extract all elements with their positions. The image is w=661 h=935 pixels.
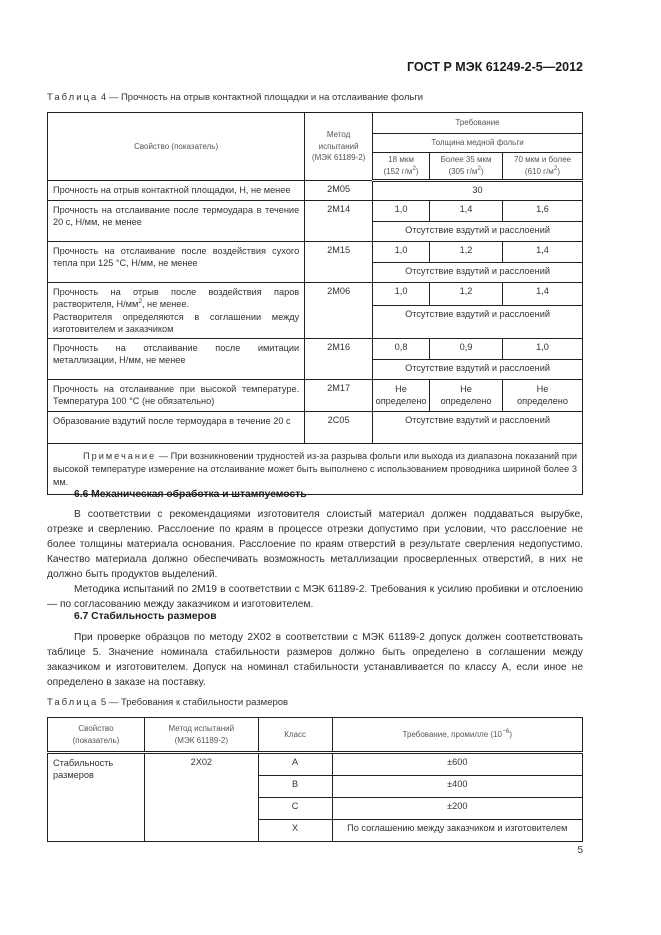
document-header-id: ГОСТ Р МЭК 61249-2-5—2012: [407, 60, 583, 74]
table-row: [48, 753, 583, 776]
table4-caption: [47, 92, 423, 103]
paren: ): [509, 729, 513, 739]
row-method: 2М05: [305, 181, 373, 201]
row-requirement: ±600: [332, 753, 582, 776]
header-method-line1: Метод испытаний: [168, 723, 235, 733]
row-extra-requirement: Отсутствие вздутий и расслоений: [373, 222, 583, 242]
table4-caption-label: Таблица: [47, 92, 99, 103]
section-6-7-body: [47, 630, 583, 690]
superscript: 2: [138, 298, 142, 306]
header-col-18um-line1: 18 мкм: [388, 155, 414, 165]
header-property-line1: Свойство: [78, 723, 114, 733]
row-method: 2М17: [305, 379, 373, 411]
header-requirement: [332, 718, 582, 753]
header-class: Класс: [258, 718, 332, 753]
superscript: 2: [553, 165, 558, 172]
row-requirement: ±200: [332, 798, 582, 820]
row-requirement: ±400: [332, 776, 582, 798]
row-property: Прочность на отслаивание после воздействия сухого тепла при 125 °С, Н/мм, не менее: [48, 242, 305, 283]
header-col-35um-line2: (305 г/м: [448, 167, 478, 176]
header-method: [305, 113, 373, 181]
paragraph: Методика испытаний по 2М19 в соответствии с МЭК 61189-2. Требования к усилию пробивки и отслоению — по согласованию между заказчиком и изготовителем.: [47, 584, 583, 610]
row-value-18um: 1,0: [373, 283, 430, 306]
table-row: [48, 411, 583, 443]
row-value-35um: 1,2: [430, 242, 503, 263]
row-method: 2М15: [305, 242, 373, 283]
section-6-6-body: [47, 507, 583, 612]
row-property: [48, 283, 305, 339]
table-row: [48, 242, 583, 263]
header-foil-thickness: Толщина медной фольги: [373, 134, 583, 153]
row-value-35um: 1,4: [430, 201, 503, 222]
header-method-line2: испытаний: [318, 141, 359, 151]
page-number: 5: [577, 845, 583, 856]
table-note: [48, 443, 583, 494]
note-text: — При возникновении трудностей из-за разрыва фольги или выхода из диапазона показаний при высокой температуре измерение на отслаивание может быть выполнено с использованием проводника шириной более 3 мм.: [53, 450, 577, 488]
row-extra-requirement: Отсутствие вздутий и расслоений: [373, 359, 583, 379]
superscript: −6: [501, 727, 510, 735]
table-4-peel-strength: [47, 112, 583, 495]
header-property: [48, 718, 145, 753]
row-property: Прочность на отслаивание при высокой температуре. Температура 100 °С (не обязательно): [48, 379, 305, 411]
row-value: 30: [373, 181, 583, 201]
row-property: Прочность на отслаивание после термоудара в течение 20 с, Н/мм, не менее: [48, 201, 305, 242]
row-property-text: Растворителя определяются в соглашении между изготовителем и заказчиком: [53, 311, 300, 335]
row-value-70um: 1,6: [503, 201, 583, 222]
row-value-70um: Не определено: [503, 379, 583, 411]
section-6-7-title: 6.7 Стабильность размеров: [74, 611, 217, 622]
header-col-35um-line1: Более 35 мкм: [440, 155, 492, 165]
row-class: A: [258, 753, 332, 776]
row-method: 2М14: [305, 201, 373, 242]
table-row: [48, 379, 583, 411]
paren: ): [480, 167, 484, 176]
row-value-18um: 1,0: [373, 201, 430, 222]
row-value-70um: 1,0: [503, 338, 583, 359]
row-value: Отсутствие вздутий и расслоений: [373, 411, 583, 443]
table4-caption-text: 4 — Прочность на отрыв контактной площадки и на отслаивание фольги: [98, 92, 424, 103]
header-method-line3: (МЭК 61189-2): [311, 153, 366, 163]
header-method-line2: (МЭК 61189-2): [174, 735, 228, 745]
row-requirement: По соглашению между заказчиком и изготовителем: [332, 820, 582, 842]
section-6-6-title: 6.6 Механическая обработка и штампуемость: [74, 489, 307, 500]
table-row: [48, 181, 583, 201]
header-col-70um: [503, 153, 583, 181]
row-value-18um: 0,8: [373, 338, 430, 359]
row-property-text: Прочность на отрыв после воздействия паров растворителя, Н/мм: [53, 287, 300, 310]
header-col-18um: [373, 153, 430, 181]
row-value-35um: 1,2: [430, 283, 503, 306]
row-method: 2М06: [305, 283, 373, 339]
header-col-70um-line1: 70 мкм и более: [514, 155, 571, 165]
row-method: 2С05: [305, 411, 373, 443]
table-note-row: [48, 443, 583, 494]
paren: ): [415, 167, 419, 176]
table-row: [48, 338, 583, 359]
note-label: Примечание: [83, 450, 157, 461]
row-class: B: [258, 776, 332, 798]
superscript: 2: [477, 165, 481, 172]
row-extra-requirement: Отсутствие вздутий и расслоений: [373, 263, 583, 283]
row-class: C: [258, 798, 332, 820]
table-row: [48, 283, 583, 306]
row-value-35um: 0,9: [430, 338, 503, 359]
row-property-text: , не менее.: [141, 299, 190, 310]
header-requirement-text: Требование, промилле (10: [402, 729, 502, 739]
row-value-18um: Не определено: [373, 379, 430, 411]
table5-caption: [47, 697, 288, 708]
header-col-70um-line2: (610 г/м: [524, 167, 554, 176]
header-method: [144, 718, 258, 753]
table5-caption-label: Таблица: [47, 697, 99, 708]
header-col-18um-line2: (152 г/м: [383, 167, 413, 176]
header-property-line2: (показатель): [72, 735, 120, 745]
row-value-70um: 1,4: [503, 283, 583, 306]
header-method-line1: Метод: [326, 130, 351, 140]
paragraph: При проверке образцов по методу 2Х02 в соответствии с МЭК 61189-2 допуск должен соответствовать таблице 5. Значение номинала стабильности размеров должно быть определено в соглашении между заказчиком и изготовителем. Допуск на номинал стабильности устанавливается по классу А, если иное не определено в заказе на поставку.: [47, 632, 583, 688]
superscript: 2: [412, 165, 416, 172]
row-extra-requirement: Отсутствие вздутий и расслоений: [373, 305, 583, 338]
table-5-dimensional-stability: [47, 717, 583, 842]
header-requirement: Требование: [373, 113, 583, 134]
paragraph: В соответствии с рекомендациями изготовителя слоистый материал должен поддаваться вырубке, отрезке и сверлению. Расслоение по краям в процессе отрезки допустимо при условии, что расслоение не более толщины материала основания. Расслоение по краям отверстий в результате сверления недопустимо. Качество материала должно обеспечивать возможность металлизации просверленных отверстий, в них не должно быть продуктов выделений.: [47, 509, 583, 580]
row-property: Прочность на отрыв контактной площадки, Н, не менее: [48, 181, 305, 201]
row-property: Прочность на отслаивание после имитации металлизации, Н/мм, не менее: [48, 338, 305, 379]
header-property: Свойство (показатель): [48, 113, 305, 181]
row-value-70um: 1,4: [503, 242, 583, 263]
row-method: 2Х02: [144, 753, 258, 842]
row-value-35um: Не определено: [430, 379, 503, 411]
table5-caption-text: 5 — Требования к стабильности размеров: [98, 697, 289, 708]
row-value-18um: 1,0: [373, 242, 430, 263]
row-class: X: [258, 820, 332, 842]
paren: ): [557, 167, 561, 176]
header-col-35um: [430, 153, 503, 181]
table-row: [48, 201, 583, 222]
row-method: 2М16: [305, 338, 373, 379]
row-property: Образование вздутий после термоудара в течение 20 с: [48, 411, 305, 443]
row-property: Стабильность размеров: [48, 753, 145, 842]
